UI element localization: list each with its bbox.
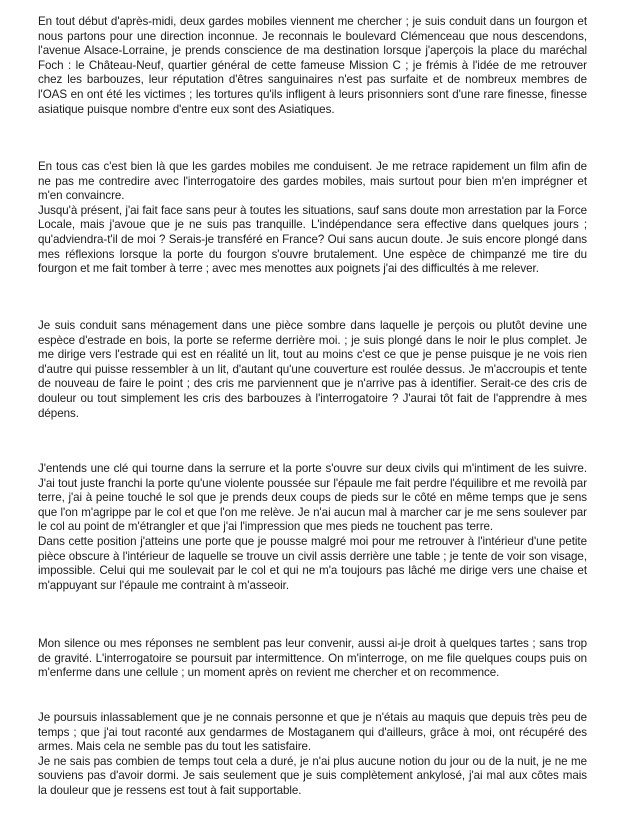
- paragraph-5: [38, 637, 587, 681]
- paragraph-4-text-b: Dans cette position j'atteins une porte que je pousse malgré moi pour me retrouver à l'intérieur d'une petite pièce obscure à l'intérieur de laquelle se trouve un civil assis derrière une table ; je tente de voir son visage, impossible. Celui qui me soulevait par le col et qui ne m'a toujours pas lâché me dirige vers une chaise et m'appuyant sur l'épaule me contraint à m'asseoir.: [38, 534, 587, 592]
- paragraph-4-text-a: J'entends une clé qui tourne dans la serrure et la porte s'ouvre sur deux civils qui m'intiment de les suivre. J'ai tout juste franchi la porte qu'une violente poussée sur l'épaule me fait perdre l'équilibre et me revoilà par terre, j'ai à peine touché le sol que je prends deux coups de pieds sur le côté en même temps que je sens que l'on m'agrippe par le col et que l'on me relève. Je n'ai aucun mal à marcher car je me sens soulever par le col au point de m'étrangler et que j'ai l'impression que mes pieds ne touchent pas terre.: [38, 462, 587, 534]
- paragraph-1: [38, 15, 587, 117]
- paragraph-1-text: En tout début d'après-midi, deux gardes mobiles viennent me chercher ; je suis conduit dans un fourgon et nous partons pour une direction inconnue. Je reconnais le boulevard Clémenceau que nous descendons, l'avenue Alsace-Lorraine, je prends conscience de ma destination lorsque j'aperçois la place du maréchal Foch : le Château-Neuf, quartier général de cette fameuse Mission C ; je frémis à l'idée de me retrouver chez les barbouzes, leur réputation d'êtres sanguinaires n'est pas surfaite et de nombreux membres de l'OAS en ont été les victimes ; les tortures qu'ils infligent à leurs prisonniers sont d'une rare finesse, finesse asiatique puisque nombre d'entre eux sont des Asiatiques.: [38, 15, 587, 116]
- paragraph-2: [38, 160, 587, 277]
- paragraph-2-text-a: En tous cas c'est bien là que les gardes mobiles me conduisent. Je me retrace rapidement un film afin de ne pas me contredire avec l'interrogatoire des gardes mobiles, mais surtout pour bien m'en imprégner et m'en convaincre.: [38, 160, 587, 203]
- paragraph-6-text-b: Je ne sais pas combien de temps tout cela a duré, je n'ai plus aucune notion du jour ou de la nuit, je ne me souviens pas d'avoir dormi. Je sais seulement que je suis complètement ankylosé, j'ai mal aux côtes mais la douleur que je ressens est tout à fait supportable.: [38, 754, 587, 797]
- paragraph-5-text: Mon silence ou mes réponses ne semblent pas leur convenir, aussi ai-je droit à quelques tartes ; sans trop de gravité. L'interrogatoire se poursuit par intermittence. On m'interroge, on me file quelques coups puis on m'enferme dans une cellule ; un moment après on revient me chercher et on recommence.: [38, 637, 587, 680]
- paragraph-2-text-b: Jusqu'à présent, j'ai fait face sans peur à toutes les situations, sauf sans doute mon arrestation par la Force Locale, mais j'avoue que je ne suis pas tranquille. L'indépendance sera effective dans quelques jours ; qu'adviendra-t'il de moi ? Serais-je transféré en France? Oui sans aucun doute. Je suis encore plongé dans mes réflexions lorsque la porte du fourgon s'ouvre brutalement. Une espèce de chimpanzé me tire du fourgon et me fait tomber à terre ; avec mes menottes aux poignets j'ai des difficultés à me relever.: [38, 203, 587, 276]
- paragraph-3: [38, 319, 587, 421]
- paragraph-6: [38, 711, 587, 799]
- paragraph-4: [38, 462, 587, 593]
- paragraph-6-text-a: Je poursuis inlassablement que je ne connais personne et que je n'étais au maquis que depuis très peu de temps ; que j'ai tout raconté aux gendarmes de Mostaganem qui d'ailleurs, grâce à moi, ont récupéré des armes. Mais cela ne semble pas du tout les satisfaire.: [38, 711, 587, 754]
- paragraph-3-text: Je suis conduit sans ménagement dans une pièce sombre dans laquelle je perçois ou plutôt devine une espèce d'estrade en bois, la porte se referme derrière moi. ; je suis plongé dans le noir le plus complet. Je me dirige vers l'estrade qui est en réalité un lit, tout au moins c'est ce que je pense puisque je ne vois rien d'autre qui puisse ressembler à un lit, d'autant qu'une couverture est roulée dessus. Je m'accroupis et tente de nouveau de faire le point ; des cris me parviennent que je n'arrive pas à identifier. Serait-ce des cris de douleur ou tout simplement les cris des barbouzes à l'interrogatoire ? J'aurai tôt fait de l'apprendre à mes dépens.: [38, 319, 587, 420]
